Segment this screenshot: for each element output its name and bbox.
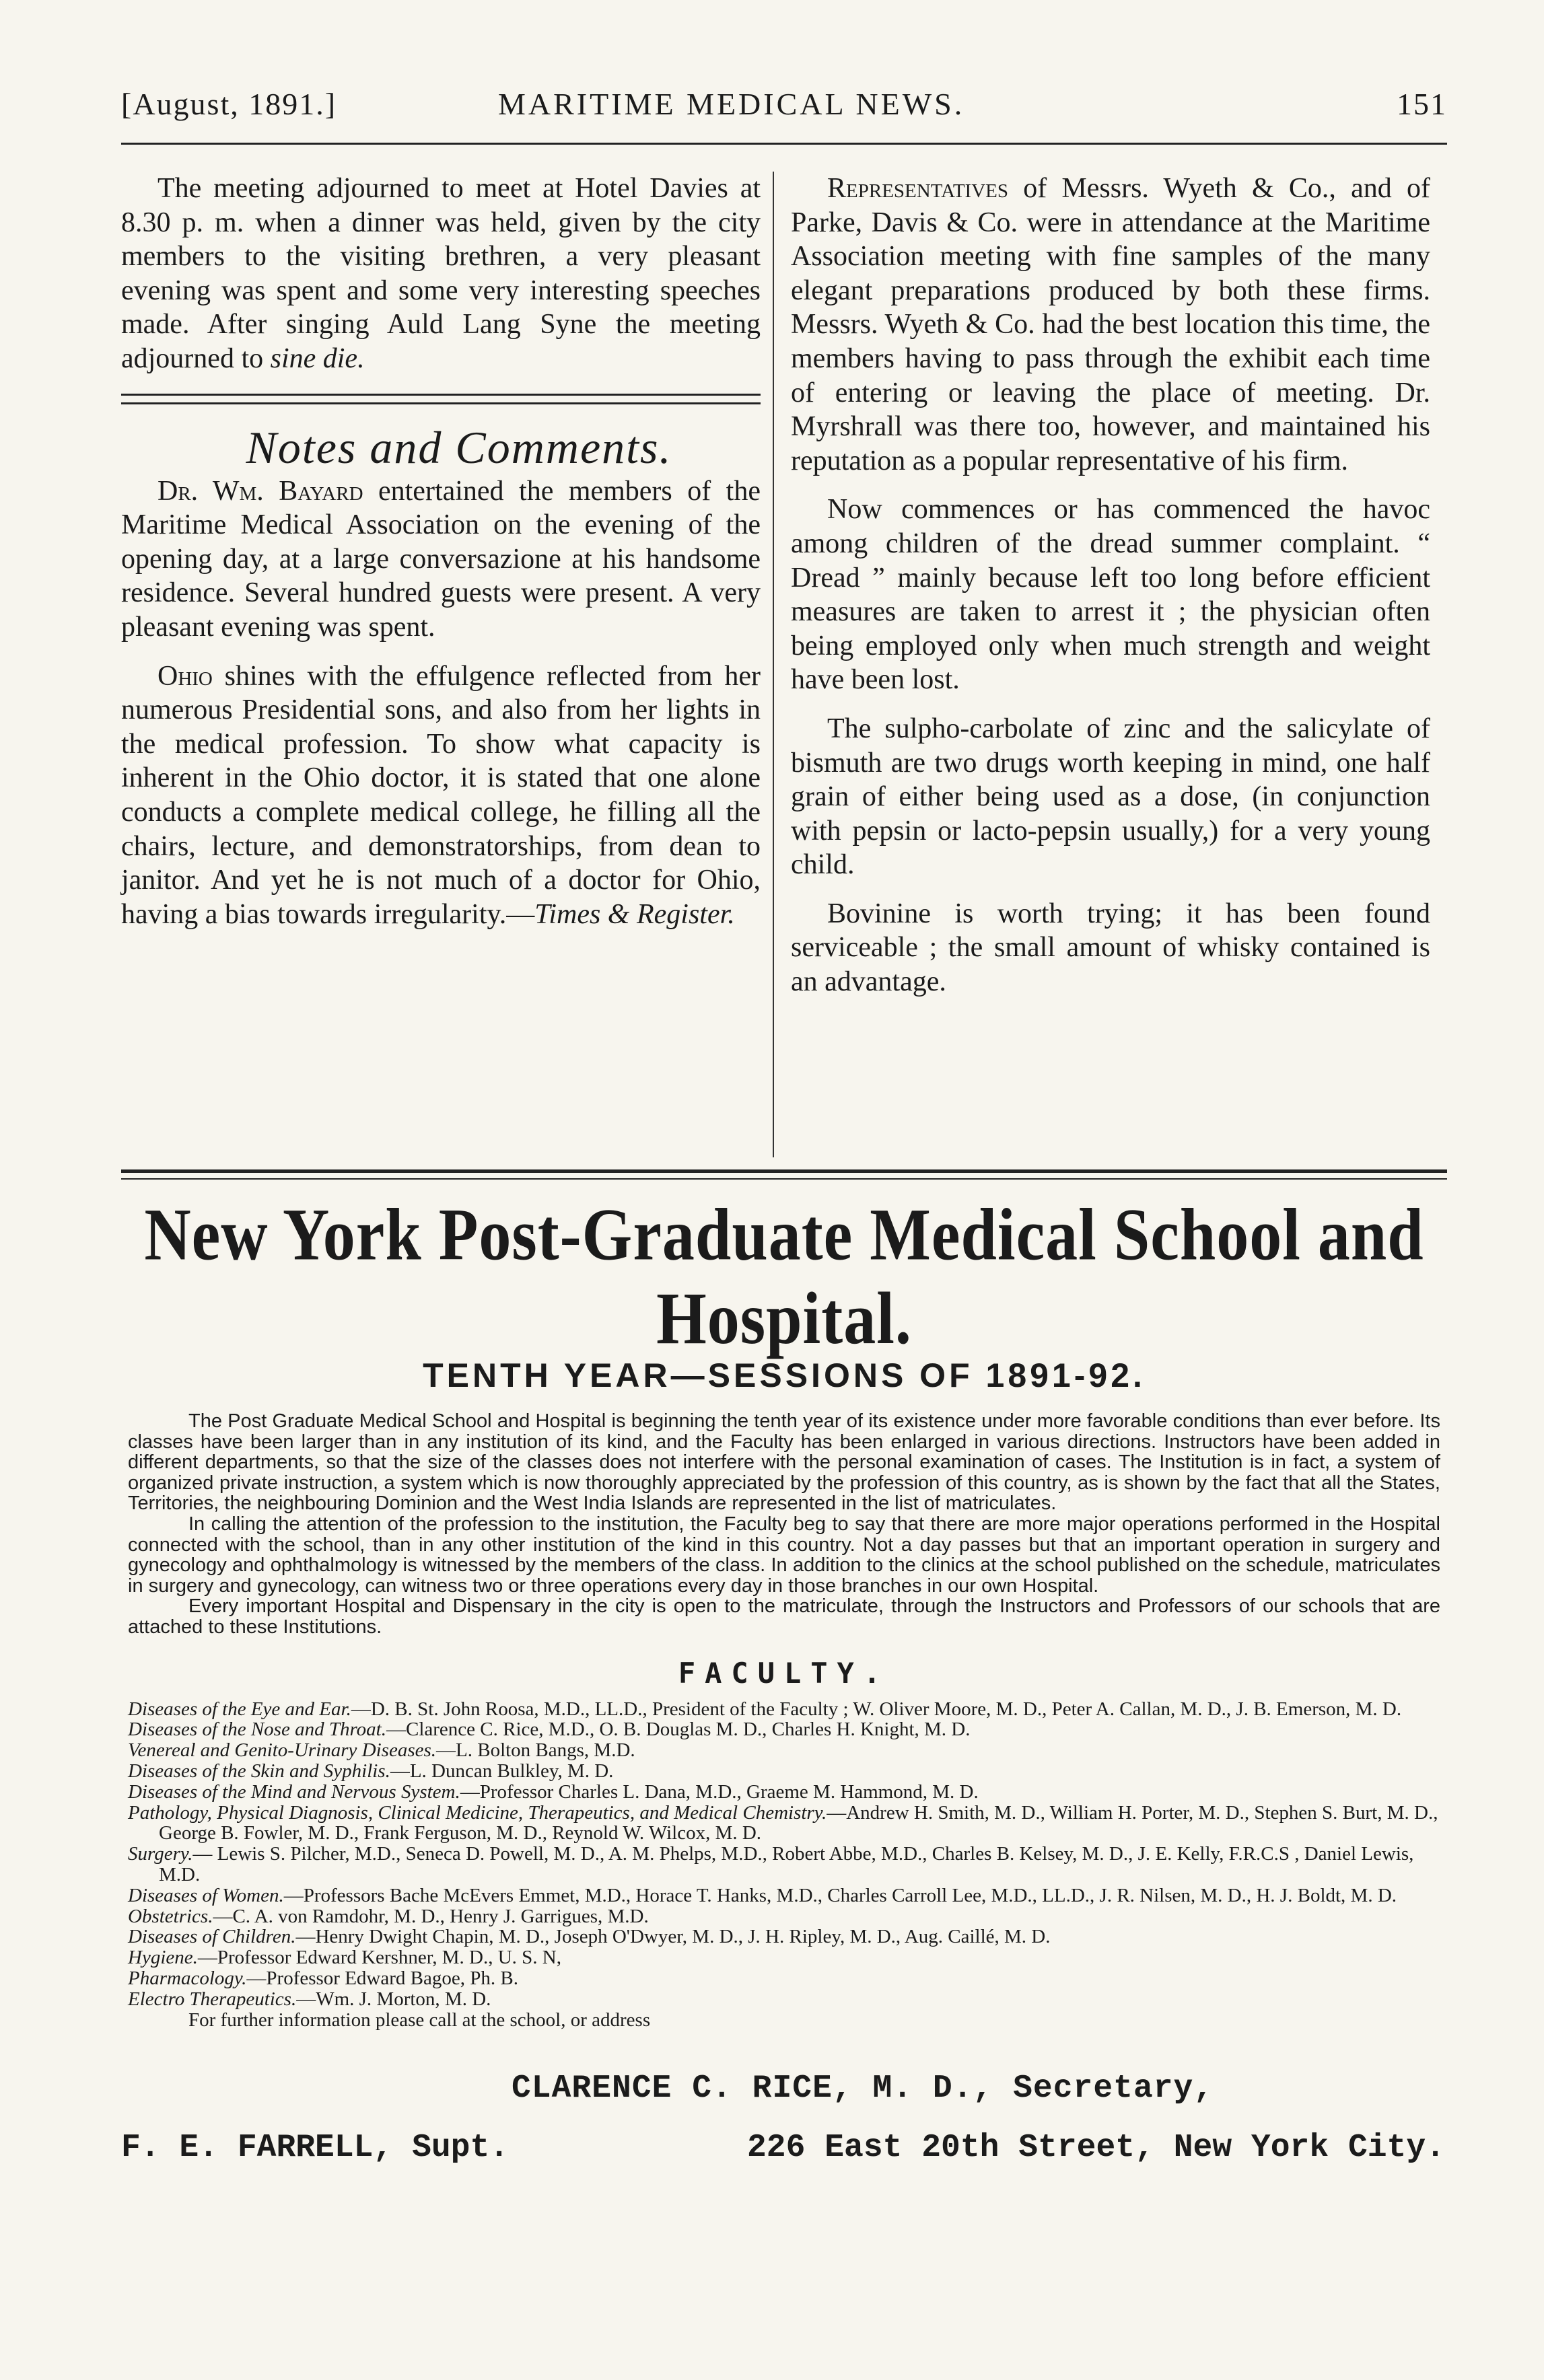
- ohio-paragraph: [121, 659, 761, 932]
- meeting-adjourned-paragraph: [121, 172, 761, 376]
- faculty-entry: [128, 1719, 1440, 1740]
- faculty-entry: [128, 1968, 1440, 1989]
- faculty-entry: [128, 1947, 1440, 1968]
- faculty-entry: [128, 1761, 1440, 1782]
- school-address: 226 East 20th Street, New York City.: [747, 2130, 1445, 2166]
- faculty-names: —D. B. St. John Roosa, M.D., LL.D., President of the Faculty ; W. Oliver Moore, M. D., Peter A. Callan, M. D., J. B. Emerson, M. D.: [351, 1698, 1402, 1720]
- header-rule: [121, 143, 1447, 145]
- department: Electro Therapeutics.: [128, 1988, 297, 2010]
- secretary-signature: CLARENCE C. RICE, M. D., Secretary,: [512, 2070, 1214, 2107]
- page-number: 151: [1397, 87, 1447, 121]
- faculty-entry: [128, 1906, 1440, 1927]
- paragraph-text: shines with the effulgence reflected from her numerous Presidential sons, and also from her lights in the medical profession. To show what capacity is inherent in the Ohio doctor, it is stated that one alone conducts a complete medical college, he filling all the chairs, lecture, and demonstratorships, from dean to janitor. And yet he is not much of a doctor for Ohio, having a bias towards irregularity.—: [121, 660, 761, 930]
- department: Diseases of the Skin and Syphilis.: [128, 1760, 390, 1782]
- department: Hygiene.: [128, 1947, 198, 1969]
- department: Diseases of the Nose and Throat.: [128, 1719, 386, 1741]
- department: Diseases of Women.: [128, 1884, 284, 1906]
- faculty-names: —Professor Edward Kershner, M. D., U. S. N,: [197, 1947, 561, 1969]
- advertisement-subtitle: TENTH YEAR—SESSIONS OF 1891-92.: [423, 1357, 1146, 1394]
- department: Obstetrics.: [128, 1905, 213, 1927]
- left-column: [121, 172, 761, 931]
- representatives-paragraph: [791, 172, 1430, 478]
- faculty-names: —Andrew H. Smith, M. D., William H. Porter, M. D., Stephen S. Burt, M. D., George B. Fowler, M. D., Frank Ferguson, M. D., Reynold W. Wilcox, M. D.: [159, 1801, 1438, 1844]
- department: Diseases of the Mind and Nervous System.: [128, 1780, 460, 1803]
- running-header: [121, 86, 1447, 135]
- advertisement-paragraph: Every important Hospital and Dispensary in the city is open to the matriculate, through the Instructors and Professors of our schools that are attached to these Institutions.: [128, 1595, 1440, 1638]
- journal-title: MARITIME MEDICAL NEWS.: [498, 87, 965, 121]
- department: Surgery.: [128, 1843, 193, 1865]
- section-heading: Notes and Comments.: [246, 421, 672, 473]
- section-divider: [121, 394, 761, 404]
- paragraph-text: of Messrs. Wyeth & Co., and of Parke, Davis & Co. were in attendance at the Maritime Association meeting with fine samples of the many elegant preparations produced by both these firms. Messrs. Wyeth & Co. had the best location this time, the members having to pass through the exhibit each time of entering or leaving the place of meeting. Dr. Myrshrall was there too, however, and maintained his reputation as a popular representative of his firm.: [791, 173, 1430, 476]
- lead-in: Representatives: [827, 173, 1008, 204]
- advertisement: [114, 1192, 1454, 2031]
- lead-in: Ohio: [157, 660, 213, 692]
- faculty-names: —Clarence C. Rice, M.D., O. B. Douglas M. D., Charles H. Knight, M. D.: [386, 1719, 971, 1741]
- department: Pharmacology.: [128, 1967, 247, 1989]
- further-information: For further information please call at the school, or address: [188, 2009, 651, 2031]
- faculty-entry: [128, 1885, 1440, 1906]
- right-column: [791, 172, 1430, 999]
- department: Diseases of Children.: [128, 1926, 296, 1948]
- faculty-names: —Professors Bache McEvers Emmet, M.D., Horace T. Hanks, M.D., Charles Carroll Lee, M.D., LL.D., J. R. Nilsen, M. D., H. J. Boldt, M. D.: [283, 1884, 1397, 1906]
- advertisement-paragraph: In calling the attention of the profession to the institution, the Faculty beg to say that there are more major operations performed in the Hospital connected with the school, than in any other institution of the kind in this country. Not a day passes but that an important operation in surgery and gynecology and ophthalmology is witnessed by the members of the class. In addition to the clinics at the school published on the schedule, matriculates in surgery and gynecology, can witness two or three operations every day in those branches in our own Hospital.: [128, 1513, 1440, 1597]
- faculty-names: —L. Duncan Bulkley, M. D.: [390, 1760, 614, 1782]
- bayard-paragraph: [121, 474, 761, 645]
- superintendent-signature: F. E. FARRELL, Supt.: [121, 2130, 510, 2166]
- advertisement-title: New York Post-Graduate Medical School and Hospital.: [144, 1192, 1424, 1360]
- faculty-names: —C. A. von Ramdohr, M. D., Henry J. Garrigues, M.D.: [213, 1905, 649, 1927]
- department: Diseases of the Eye and Ear.: [128, 1698, 351, 1720]
- issue-date: [August, 1891.]: [121, 87, 337, 121]
- advertisement-body: [128, 1411, 1440, 1638]
- faculty-list: [128, 1699, 1440, 2010]
- paragraph-text: entertained the members of the Maritime Medical Association on the evening of the opening day, at a large conversazione at his handsome residence. Several hundred guests were present. A very pleasant evening was spent.: [121, 475, 761, 643]
- advertisement-rule: [121, 1169, 1447, 1180]
- faculty-heading: FACULTY.: [678, 1656, 890, 1690]
- advertisement-paragraph: The Post Graduate Medical School and Hospital is beginning the tenth year of its existence under more favorable conditions than ever before. Its classes have been larger than in any institution of its kind, and the Faculty has been enlarged in various directions. Instructors have been added in different departments, so that the size of the classes does not interfere with the personal examination of cases. The Institution is in fact, a system of organized private instruction, a system which is now thoroughly appreciated by the profession of this country, as is shown by the fact that all the States, Territories, the neighbouring Dominion and the West India Islands are represented in the list of matriculates.: [128, 1410, 1440, 1515]
- faculty-entry: [128, 1989, 1440, 2010]
- faculty-names: —L. Bolton Bangs, M.D.: [436, 1739, 635, 1762]
- faculty-entry: [128, 1926, 1440, 1947]
- italic-phrase: sine die.: [270, 342, 365, 374]
- faculty-names: —Henry Dwight Chapin, M. D., Joseph O'Dwyer, M. D., J. H. Ripley, M. D., Aug. Caillé, M. D.: [295, 1926, 1051, 1948]
- lead-in: Dr. Wm. Bayard: [157, 475, 363, 507]
- bovinine-paragraph: Bovinine is worth trying; it has been found serviceable ; the small amount of whisky contained is an advantage.: [791, 898, 1430, 998]
- faculty-names: —Professor Edward Bagoe, Ph. B.: [246, 1967, 518, 1989]
- faculty-entry: [128, 1699, 1440, 1720]
- department: Pathology, Physical Diagnosis, Clinical Medicine, Therapeutics, and Medical Chemistry.: [128, 1801, 827, 1824]
- column-divider: [773, 172, 774, 1157]
- faculty-names: — Lewis S. Pilcher, M.D., Seneca D. Powell, M. D., A. M. Phelps, M.D., Robert Abbe, M.D., Charles B. Kelsey, M. D., J. E. Kelly, F.R.C.S , Daniel Lewis, M.D.: [159, 1843, 1414, 1885]
- faculty-entry: [128, 1844, 1440, 1885]
- paragraph-text: The meeting adjourned to meet at Hotel Davies at 8.30 p. m. when a dinner was held, given by the city members to the visiting brethren, a very pleasant evening was spent and some very interesting speeches made. After singing Auld Lang Syne the meeting adjourned to: [121, 173, 761, 374]
- faculty-names: —Wm. J. Morton, M. D.: [296, 1988, 491, 2010]
- drugs-paragraph: The sulpho-carbolate of zinc and the salicylate of bismuth are two drugs worth keeping in mind, one half grain of either being used as a dose, (in conjunction with pepsin or lacto-pepsin usually,) for a very young child.: [791, 713, 1430, 881]
- faculty-entry: [128, 1803, 1440, 1844]
- faculty-entry: [128, 1740, 1440, 1761]
- faculty-names: —Professor Charles L. Dana, M.D., Graeme M. Hammond, M. D.: [460, 1780, 979, 1803]
- faculty-entry: [128, 1782, 1440, 1803]
- summer-complaint-paragraph: Now commences or has commenced the havoc among children of the dread summer complaint. “ Dread ” mainly because left too long before efficient measures are taken to arrest it ; the physician often being employed only when much strength and weight have been lost.: [791, 494, 1430, 696]
- source-citation: Times & Register.: [534, 898, 735, 930]
- department: Venereal and Genito-Urinary Diseases.: [128, 1739, 437, 1762]
